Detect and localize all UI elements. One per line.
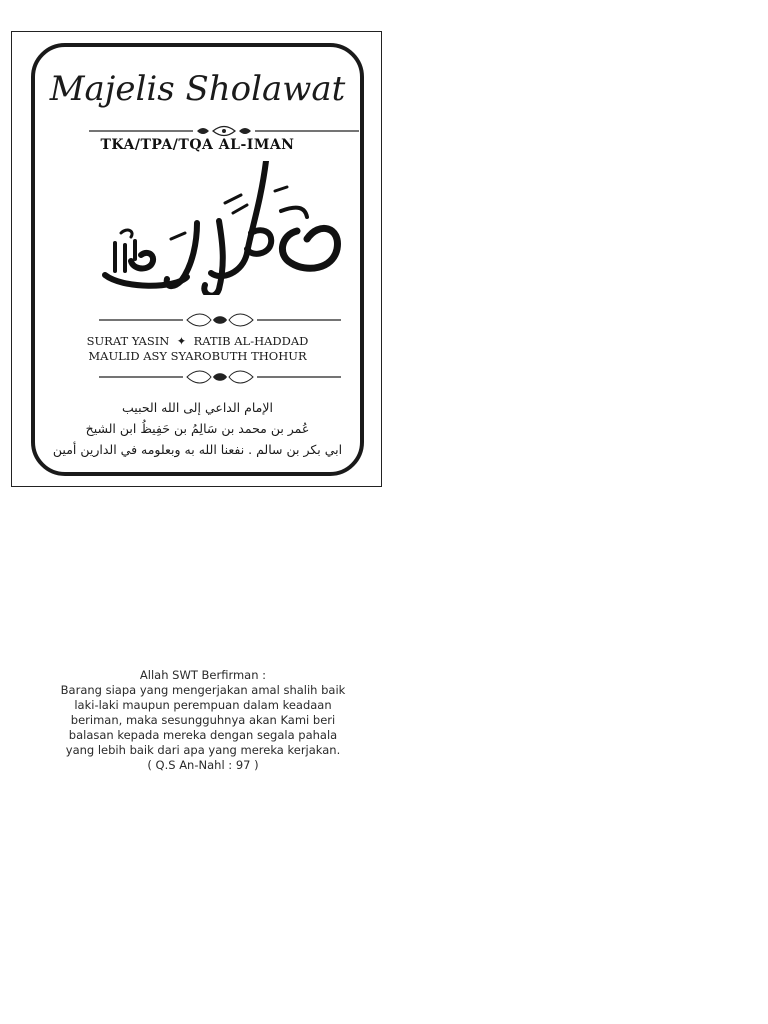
rounded-frame	[31, 43, 364, 476]
quote-line: beriman, maka sesungguhnya akan Kami beri	[70, 713, 336, 727]
arabic-line-3: ابي بكر بن سالم . نفعنا الله به وبعلومه في الدارين أمين	[52, 442, 343, 457]
arabic-dedication	[45, 397, 350, 460]
quran-quote	[44, 668, 362, 773]
arabic-line-2: عُمر بن محمد بن سَالِمُ بن حَفِيظُ ابن الشيخ	[85, 421, 310, 436]
muhammad-rasulullah-calligraphy-icon	[101, 161, 341, 295]
quote-line: yang lebih baik dari apa yang mereka kerjakan.	[65, 743, 341, 757]
quote-line: Barang siapa yang mengerjakan amal shalih baik	[60, 683, 346, 697]
recitation-line-2: MAULID ASY SYAROBUTH THOHUR	[88, 349, 307, 363]
quote-heading: Allah SWT Berfirman :	[139, 668, 267, 682]
quote-line: balasan kepada mereka dengan segala pahala	[68, 728, 338, 742]
recitation-line-1	[35, 334, 360, 349]
recitation-ratib-al-haddad: RATIB AL-HADDAD	[193, 334, 309, 348]
four-point-star-icon: ✦	[172, 334, 190, 348]
quote-citation: ( Q.S An-Nahl : 97 )	[147, 758, 259, 772]
quote-line: laki-laki maupun perempuan dalam keadaan	[74, 698, 332, 712]
arabic-line-1: الإمام الداعي إلى الله الحبيب	[122, 400, 273, 415]
cover-title: Majelis Sholawat	[49, 69, 346, 109]
recitation-surat-yasin: SURAT YASIN	[86, 334, 170, 348]
cover-subtitle: TKA/TPA/TQA AL-IMAN	[100, 137, 295, 153]
recitation-list	[35, 334, 360, 364]
cover-page	[11, 31, 382, 487]
title-divider-icon	[89, 125, 359, 137]
ornament-divider-top-icon	[99, 313, 341, 327]
ornament-divider-bottom-icon	[99, 370, 341, 384]
